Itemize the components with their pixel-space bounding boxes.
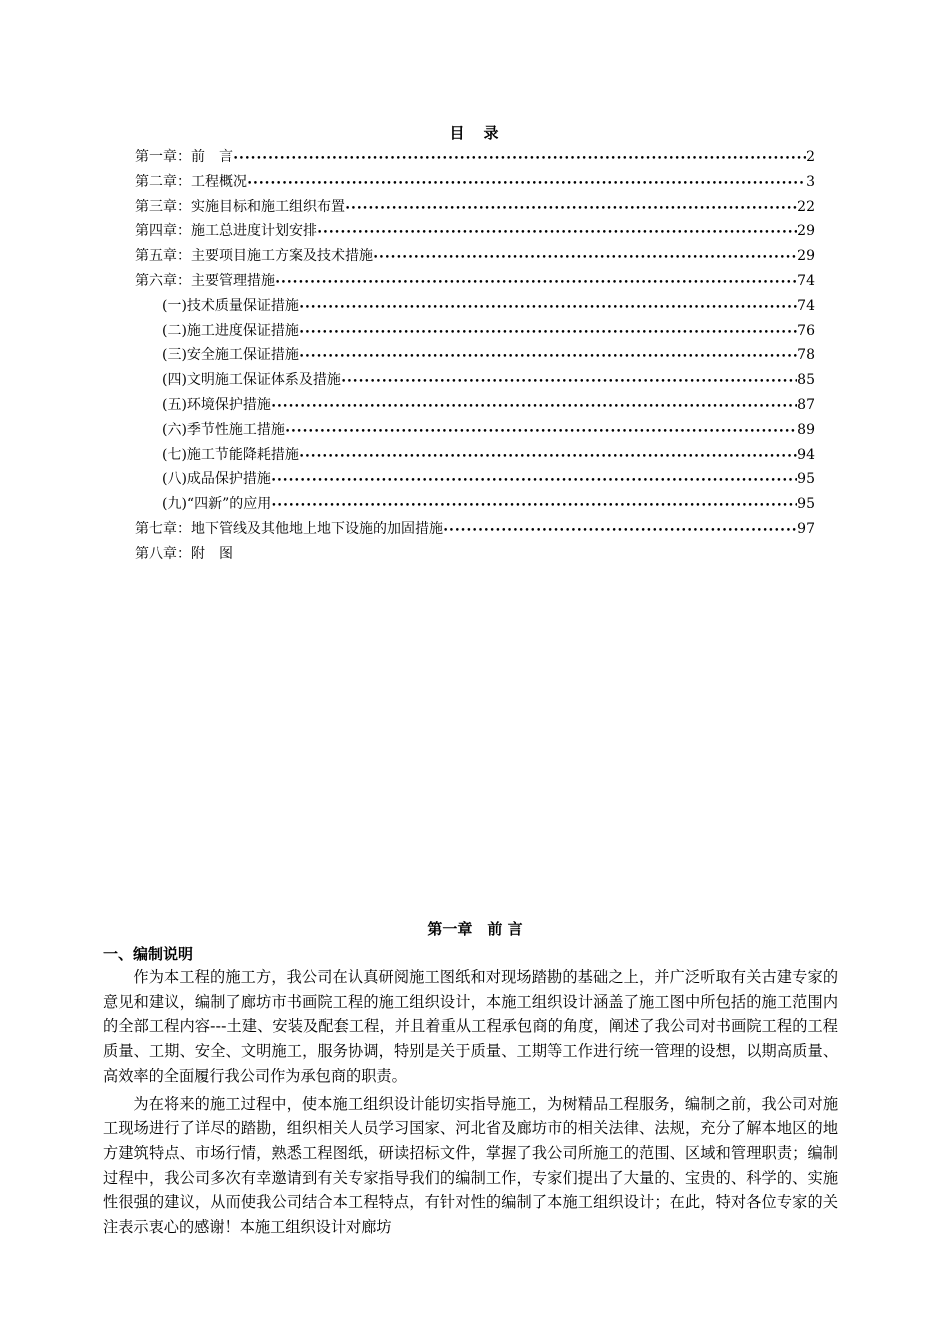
toc-entry-label: 第七章：地下管线及其他地上地下设施的加固措施: [135, 520, 443, 537]
toc-entry[interactable]: [135, 543, 815, 568]
toc-leader-dots: [233, 152, 806, 166]
toc-page-number: 87: [797, 396, 815, 413]
toc-page-number: 29: [797, 248, 815, 265]
toc-leader-dots: [341, 375, 797, 389]
toc-page-number: 78: [797, 347, 815, 364]
toc-leader-dots: [271, 474, 797, 488]
toc-page-number: 95: [797, 496, 815, 513]
toc-entry-label: 第四章：施工总进度计划安排: [135, 223, 317, 240]
toc-leader-dots: [271, 499, 797, 513]
toc-entry[interactable]: [135, 220, 815, 245]
toc-entry-label: 第五章：主要项目施工方案及技术措施: [135, 248, 373, 265]
toc-entry-label: (九)“四新”的应用: [162, 496, 272, 513]
toc-leader-dots: [443, 524, 797, 538]
toc-entry[interactable]: [135, 394, 815, 419]
toc-page-number: 2: [806, 149, 815, 165]
toc-entry-label: (五)环境保护措施: [162, 396, 271, 413]
toc-entry[interactable]: [135, 493, 815, 518]
toc-leader-dots: [299, 301, 797, 315]
toc-entry[interactable]: [135, 518, 815, 543]
toc-entry[interactable]: [135, 369, 815, 394]
toc-entry-label: (四)文明施工保证体系及措施: [162, 372, 341, 389]
toc-entry[interactable]: [135, 344, 815, 369]
toc-entry[interactable]: [135, 295, 815, 320]
toc-leader-dots: [271, 400, 797, 414]
toc-entry[interactable]: [135, 245, 815, 270]
toc-entry-label: (二)施工进度保证措施: [162, 322, 299, 339]
section-heading: 一、编制说明: [103, 945, 194, 963]
toc-entry-label: (七)施工节能降耗措施: [162, 446, 299, 463]
toc-leader-dots: [275, 276, 797, 290]
toc-page-number: 95: [797, 471, 815, 488]
toc-leader-dots: [285, 425, 797, 439]
toc-entry[interactable]: [135, 419, 815, 444]
toc-entry-label: 第二章：工程概况: [135, 173, 247, 190]
toc-leader-dots: [373, 251, 797, 265]
paragraph: 为在将来的施工过程中，使本施工组织设计能切实指导施工，为树精品工程服务，编制之前，我公司对施工现场进行了详尽的踏勘，组织相关人员学习国家、河北省及廊坊市的相关法律、法规，充分了解本地区的地方建筑特点、市场行情，熟悉工程图纸，研读招标文件，掌握了我公司所施工的范围、区域和管理职责；编制过程中，我公司多次有幸邀请到有关专家指导我们的编制工作，专家们提出了大量的、宝贵的、科学的、实施性很强的建议，从而使我公司结合本工程特点，有针对性的编制了本施工组织设计；在此，特对各位专家的关注表示衷心的感谢！本施工组织设计对廊坊: [103, 1094, 838, 1237]
body-text: [103, 965, 838, 1243]
toc-entry-label: (三)安全施工保证措施: [162, 347, 299, 364]
toc-leader-dots: [299, 350, 797, 364]
toc-page-number: 74: [797, 297, 815, 314]
toc-page-number: 85: [797, 372, 815, 389]
toc-leader-dots: [345, 202, 797, 216]
toc-entry[interactable]: [135, 320, 815, 345]
toc-entry-label: 第三章：实施目标和施工组织布置: [135, 198, 345, 215]
toc-page-number: 22: [797, 198, 815, 215]
toc-page-number: 74: [797, 272, 815, 289]
toc-entry-label: (一)技术质量保证措施: [162, 297, 299, 314]
toc-page-number: 97: [797, 520, 815, 537]
toc-entry[interactable]: [135, 171, 815, 196]
toc-leader-dots: [317, 226, 797, 240]
toc-page-number: 29: [797, 223, 815, 240]
toc-entry-label: 第八章：附 图: [135, 545, 233, 562]
toc-page-number: 3: [806, 173, 815, 190]
toc-entry[interactable]: [135, 444, 815, 469]
chapter-title: 第一章 前 言: [427, 920, 523, 938]
toc-title: 目 录: [449, 124, 501, 142]
toc-page-number: 76: [797, 322, 815, 339]
toc-entry[interactable]: [135, 146, 815, 171]
toc-entry-label: (八)成品保护措施: [162, 471, 271, 488]
table-of-contents: [135, 146, 815, 568]
toc-entry[interactable]: [135, 196, 815, 221]
toc-leader-dots: [299, 450, 797, 464]
toc-page-number: 94: [797, 446, 815, 463]
toc-entry-label: 第六章：主要管理措施: [135, 272, 275, 289]
toc-entry[interactable]: [135, 270, 815, 295]
toc-entry-label: 第一章：前 言: [135, 149, 233, 165]
toc-leader-dots: [247, 177, 806, 191]
toc-entry-label: (六)季节性施工措施: [162, 421, 285, 438]
toc-page-number: 89: [797, 421, 815, 438]
toc-entry[interactable]: [135, 468, 815, 493]
toc-leader-dots: [299, 326, 797, 340]
paragraph: 作为本工程的施工方，我公司在认真研阅施工图纸和对现场踏勘的基础之上，并广泛听取有关古建专家的意见和建议，编制了廊坊市书画院工程的施工组织设计，本施工组织设计涵盖了施工图中所包括的施工范围内的全部工程内容---土建、安装及配套工程，并且着重从工程承包商的角度，阐述了我公司对书画院工程的工程质量、工期、安全、文明施工，服务协调，特别是关于质量、工期等工作进行统一管理的设想，以期高质量、高效率的全面履行我公司作为承包商的职责。: [103, 968, 838, 1085]
